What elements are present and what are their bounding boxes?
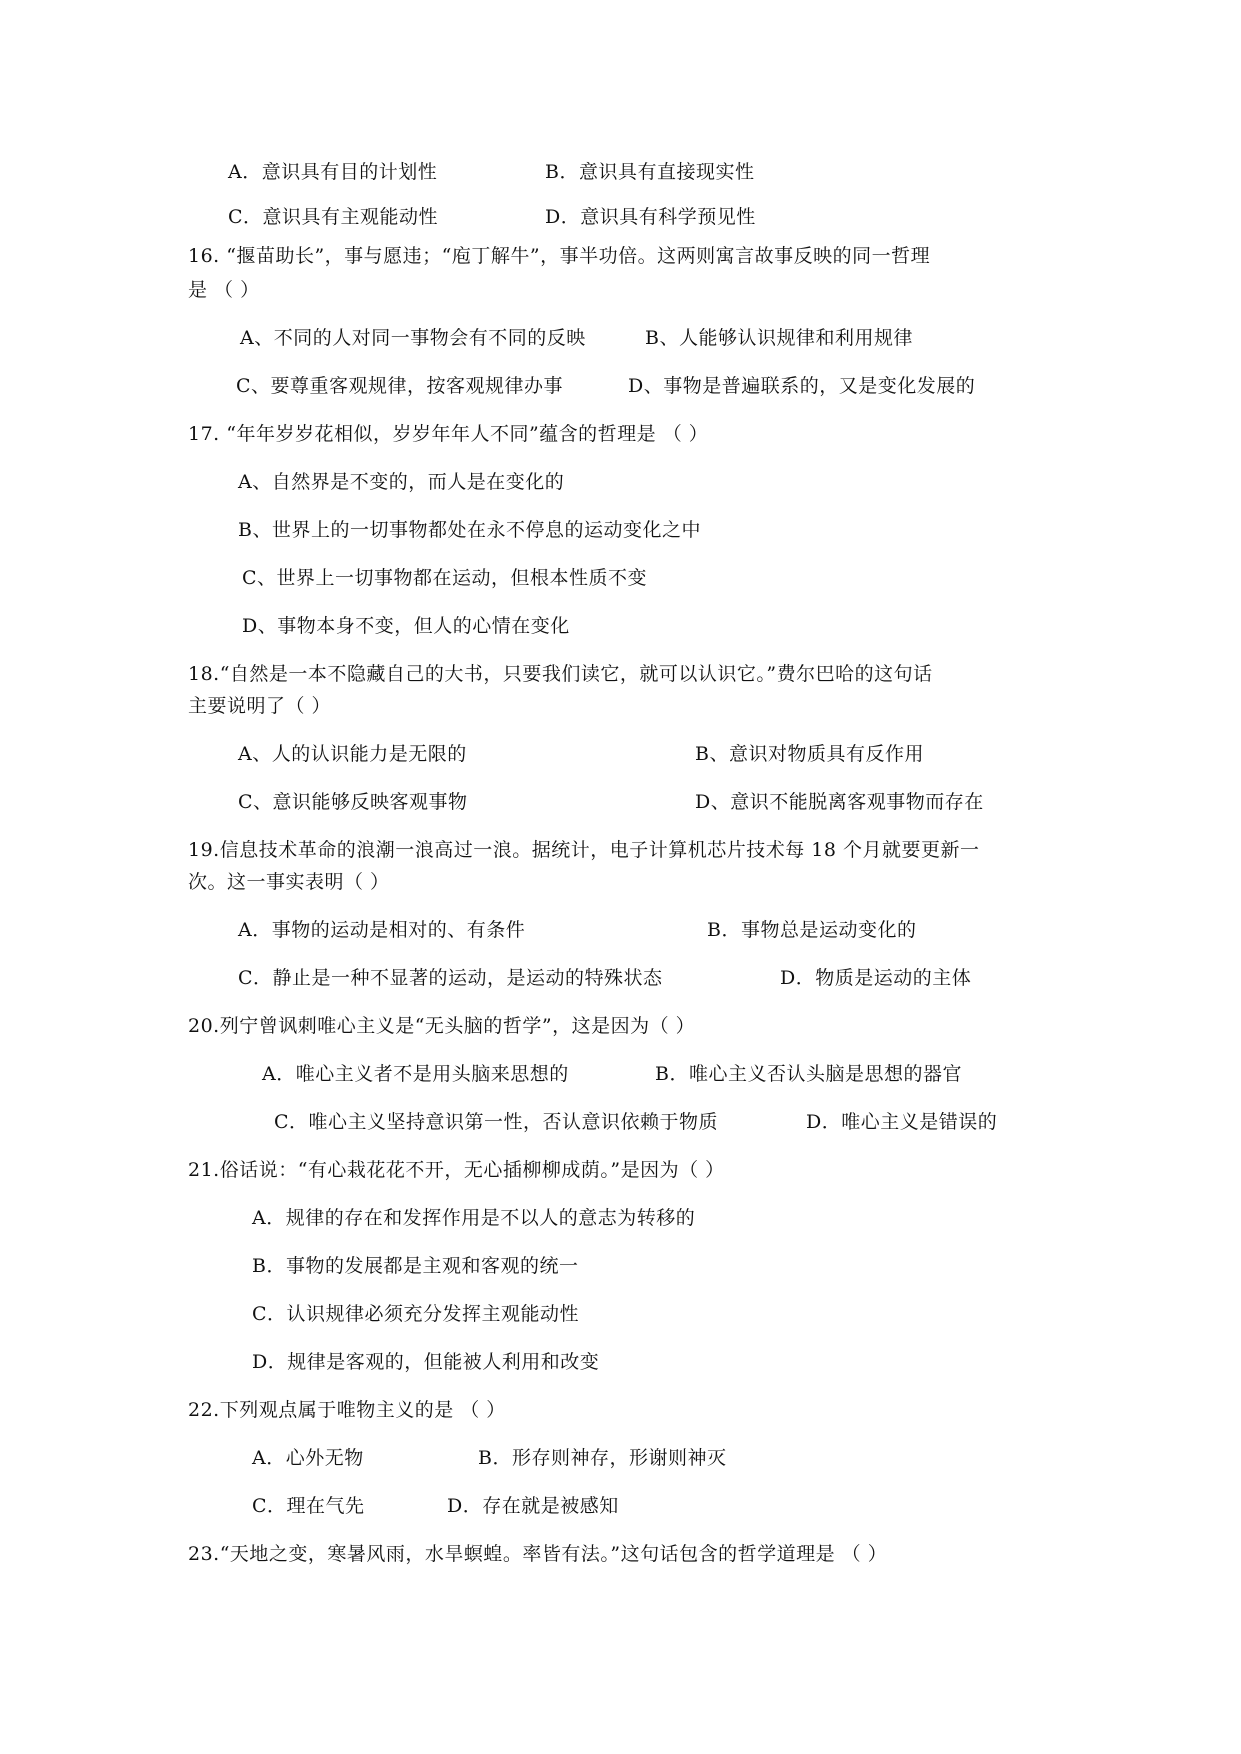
q15-option-c: C．意识具有主观能动性 [228, 206, 439, 228]
q18-option-b: B、意识对物质具有反作用 [695, 743, 924, 765]
q22-option-a: A．心外无物 [252, 1447, 364, 1469]
q18-option-c: C、意识能够反映客观事物 [238, 791, 468, 813]
q19-stem-line1: 19.信息技术革命的浪潮一浪高过一浪。据统计，电子计算机芯片技术每 18 个月就要更新一 [188, 839, 980, 861]
q19-option-b: B．事物总是运动变化的 [707, 919, 917, 941]
q20-option-c: C．唯心主义坚持意识第一性，否认意识依赖于物质 [274, 1111, 719, 1133]
q18-option-d: D、意识不能脱离客观事物而存在 [695, 791, 984, 813]
q16-option-a: A、不同的人对同一事物会有不同的反映 [240, 327, 586, 349]
q22-option-c: C．理在气先 [252, 1495, 365, 1517]
q16-stem-line2: 是 （ ） [188, 279, 260, 301]
q21-option-b: B．事物的发展都是主观和客观的统一 [252, 1255, 579, 1277]
q16-option-d: D、事物是普遍联系的，又是变化发展的 [628, 375, 976, 397]
q22-option-b: B．形存则神存，形谢则神灭 [478, 1447, 727, 1469]
q21-stem: 21.俗话说：“有心栽花花不开，无心插柳柳成荫。”是因为（ ） [188, 1159, 725, 1181]
q19-option-c: C．静止是一种不显著的运动，是运动的特殊状态 [238, 967, 663, 989]
q21-option-d: D．规律是客观的，但能被人利用和改变 [252, 1351, 600, 1373]
q23-stem: 23.“天地之变，寒暑风雨，水旱螟蝗。率皆有法。”这句话包含的哲学道理是 （ ） [188, 1543, 888, 1565]
q17-option-b: B、世界上的一切事物都处在永不停息的运动变化之中 [238, 519, 701, 541]
q17-option-a: A、自然界是不变的，而人是在变化的 [238, 471, 565, 493]
q19-option-d: D．物质是运动的主体 [780, 967, 972, 989]
q20-option-b: B．唯心主义否认头脑是思想的器官 [655, 1063, 962, 1085]
q22-option-d: D．存在就是被感知 [447, 1495, 619, 1517]
q16-option-c: C、要尊重客观规律，按客观规律办事 [236, 375, 564, 397]
q19-stem-line2: 次。这一事实表明（ ） [188, 871, 390, 893]
q21-option-c: C．认识规律必须充分发挥主观能动性 [252, 1303, 580, 1325]
q20-option-a: A．唯心主义者不是用头脑来思想的 [262, 1063, 569, 1085]
q20-option-d: D．唯心主义是错误的 [806, 1111, 998, 1133]
q16-stem-line1: 16. “揠苗助长”，事与愿违；“庖丁解牛”，事半功倍。这两则寓言故事反映的同一哲理 [188, 245, 931, 267]
q21-option-a: A．规律的存在和发挥作用是不以人的意志为转移的 [252, 1207, 696, 1229]
q22-stem: 22.下列观点属于唯物主义的是 （ ） [188, 1399, 506, 1421]
q20-stem: 20.列宁曾讽刺唯心主义是“无头脑的哲学”，这是因为（ ） [188, 1015, 696, 1037]
q15-option-d: D．意识具有科学预见性 [545, 206, 756, 228]
q15-option-a: A．意识具有目的计划性 [228, 161, 438, 183]
q17-option-d: D、事物本身不变，但人的心情在变化 [242, 615, 570, 637]
q15-option-b: B．意识具有直接现实性 [545, 161, 755, 183]
q17-stem: 17. “年年岁岁花相似，岁岁年年人不同”蕴含的哲理是 （ ） [188, 423, 709, 445]
q17-option-c: C、世界上一切事物都在运动，但根本性质不变 [242, 567, 648, 589]
q19-option-a: A．事物的运动是相对的、有条件 [238, 919, 526, 941]
q18-option-a: A、人的认识能力是无限的 [238, 743, 467, 765]
q18-stem-line2: 主要说明了（ ） [188, 695, 332, 717]
q18-stem-line1: 18.“自然是一本不隐藏自己的大书，只要我们读它，就可以认识它。”费尔巴哈的这句话 [188, 663, 933, 685]
q16-option-b: B、人能够认识规律和利用规律 [645, 327, 913, 349]
